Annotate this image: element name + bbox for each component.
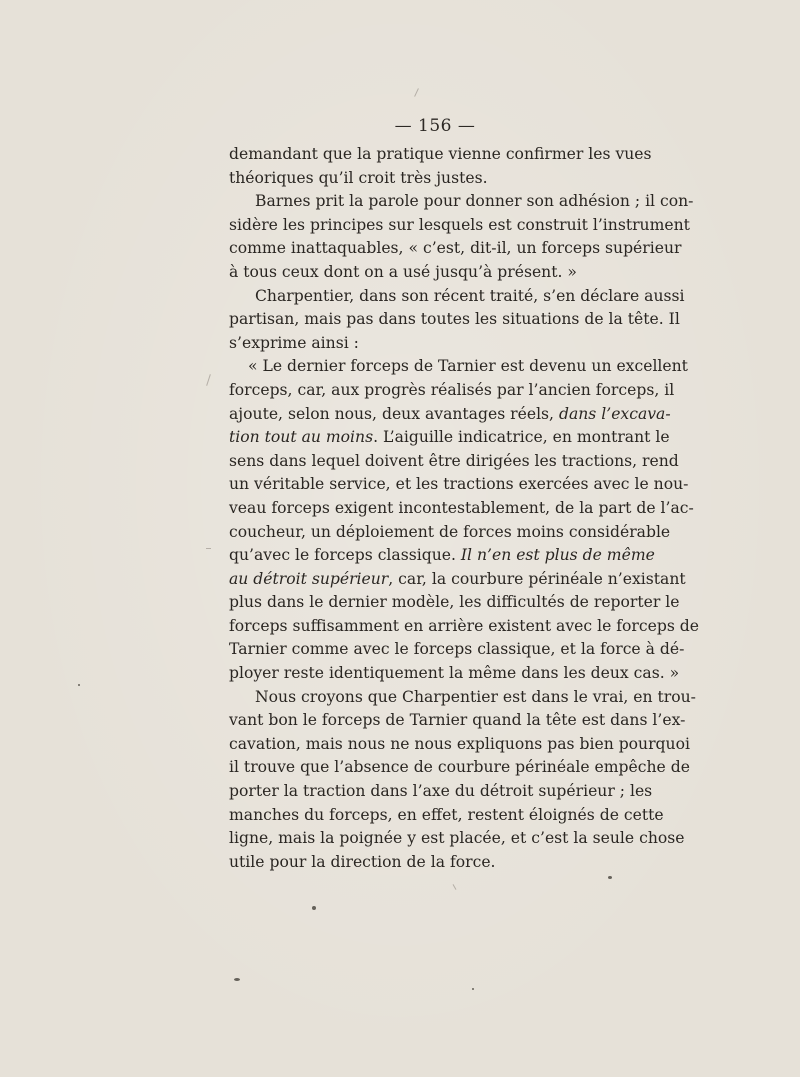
paper-speck <box>608 876 612 879</box>
text-span: qu’avec le forceps classique. <box>229 546 461 565</box>
italic-span: tion tout au moins <box>229 428 374 447</box>
paper-scratch <box>206 548 211 549</box>
text-line: un véritable service, et les tractions exercées avec le nou- <box>229 475 689 494</box>
text-line: sens dans lequel doivent être dirigées les tractions, rend <box>229 451 679 470</box>
text-line: Nous croyons que Charpentier est dans le vrai, en trou- <box>255 687 696 706</box>
italic-span: dans l’excava- <box>558 404 671 423</box>
text-line: veau forceps exigent incontestablement, de la part de l’ac- <box>229 498 694 517</box>
text-line: « Le dernier forceps de Tarnier est devenu un excellent <box>248 357 688 376</box>
text-line: Charpentier, dans son récent traité, s’en déclare aussi <box>255 286 685 305</box>
text-span: ajoute, selon nous, deux avantages réels, <box>229 404 559 423</box>
text-span: , car, la courbure périnéale n’existant <box>388 569 686 588</box>
text-line: partisan, mais pas dans toutes les situations de la tête. Il <box>229 310 680 329</box>
text-span: . L’aiguille indicatrice, en montrant le <box>373 428 670 447</box>
italic-span: Il n’en est plus de même <box>460 546 655 565</box>
text-line: forceps, car, aux progrès réalisés par l’ancien forceps, il <box>229 380 675 399</box>
body-text <box>229 143 699 874</box>
text-line <box>229 568 686 592</box>
text-line: manches du forceps, en effet, restent éloignés de cette <box>229 805 664 824</box>
text-line: porter la traction dans l’axe du détroit supérieur ; les <box>229 782 653 801</box>
text-line: comme inattaquables, « c’est, dit-il, un forceps supérieur <box>229 239 682 258</box>
text-line: vant bon le forceps de Tarnier quand la tête est dans l’ex- <box>229 711 686 730</box>
page-number: — 156 — <box>394 116 476 136</box>
text-line: forceps suffisamment en arrière existent avec le forceps de <box>229 616 699 635</box>
text-line: sidère les principes sur lesquels est construit l’instrument <box>229 215 690 234</box>
text-line: s’exprime ainsi : <box>229 333 359 352</box>
text-line: à tous ceux dont on a usé jusqu’à présent. » <box>229 262 577 281</box>
text-line <box>229 544 655 568</box>
text-line: demandant que la pratique vienne confirmer les vues <box>229 145 652 163</box>
paper-speck <box>312 906 316 910</box>
paper-speck <box>234 978 240 981</box>
text-line: plus dans le dernier modèle, les difficultés de reporter le <box>229 593 680 612</box>
text-line: utile pour la direction de la force. <box>229 852 496 871</box>
text-line: Tarnier comme avec le forceps classique, et la force à dé- <box>229 640 685 659</box>
paper-scratch <box>206 374 211 386</box>
text-line: Barnes prit la parole pour donner son adhésion ; il con- <box>255 192 694 211</box>
text-line: coucheur, un déploiement de forces moins considérable <box>229 522 671 541</box>
paper-scratch <box>453 884 457 890</box>
text-line: ligne, mais la poignée y est placée, et c’est la seule chose <box>229 829 685 848</box>
paper-speck <box>472 988 474 990</box>
text-line: théoriques qu’il croit très justes. <box>229 168 488 187</box>
text-line: ployer reste identiquement la même dans les deux cas. » <box>229 664 680 683</box>
paper-scratch <box>414 88 419 97</box>
text-line: cavation, mais nous ne nous expliquons pas bien pourquoi <box>229 734 690 753</box>
paper-speck <box>78 684 80 686</box>
text-line <box>229 403 671 427</box>
italic-span: au détroit supérieur <box>229 569 389 588</box>
text-line <box>229 426 670 450</box>
text-line: il trouve que l’absence de courbure périnéale empêche de <box>229 758 690 777</box>
